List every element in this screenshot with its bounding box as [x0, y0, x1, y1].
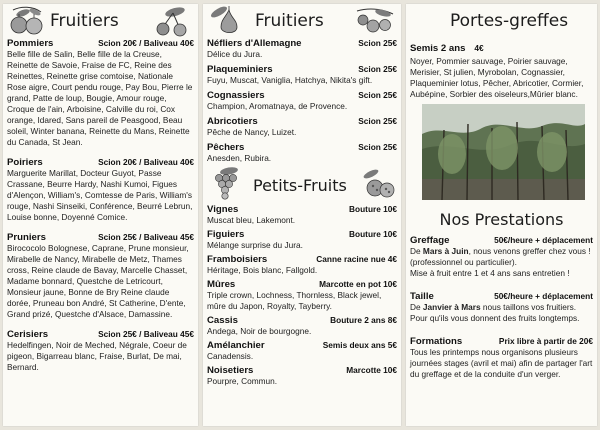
entry-name: Taille	[410, 291, 434, 302]
entry-description: Muscat bleu, Lakemont.	[207, 215, 296, 225]
entry-name: Greffage	[410, 235, 450, 246]
fruit-list	[3, 38, 198, 373]
fruit-entry	[207, 38, 397, 60]
pear-icon	[207, 4, 245, 38]
entry-description: Triple crown, Lochness, Thornless, Black jewel, mûre du Japon, Royalty, Tayberry.	[207, 290, 382, 311]
petits-fruits-list	[203, 204, 401, 387]
entry-description: Héritage, Bois blanc, Fallgold.	[207, 265, 318, 275]
grapes-icon	[207, 166, 243, 204]
entry-name: Pruniers	[7, 232, 46, 243]
entry-price: Bouture 2 ans 8€	[330, 315, 397, 325]
entry-description: Pourpre, Commun.	[207, 376, 278, 386]
panel-fruitiers-left	[3, 4, 198, 426]
entry-description: Andega, Noir de bourgogne.	[207, 326, 312, 336]
entry-price: 50€/heure + déplacement	[494, 291, 593, 301]
entry-description: Noyer, Pommier sauvage, Poirier sauvage, Merisier, St julien, Myrobolan, Cognassier, Plaqueminier lotus, Pêcher, Abricotier, Cormier, Aubépine, Sorbier des oiseleurs,Mûrier blanc.	[410, 56, 584, 99]
entry-price: Bouture 10€	[349, 229, 397, 239]
entry-price: 50€/heure + déplacement	[494, 235, 593, 245]
entry-description: Canadensis.	[207, 351, 254, 361]
entry-price: Scion 25€	[358, 142, 397, 152]
cherries-icon	[153, 5, 193, 37]
fruit-entry	[207, 365, 397, 387]
fruit-entry	[7, 329, 194, 373]
raspberries-icon	[361, 168, 397, 202]
entry-note: Pour qu'ils vous donnent des fruits longtemps.	[410, 313, 580, 323]
entry-price: Scion 25€	[358, 64, 397, 74]
entry-name: Poiriers	[7, 157, 43, 168]
service-taille	[410, 291, 593, 324]
entry-description: Anesden, Rubira.	[207, 153, 272, 163]
entry-description: Fuyu, Muscat, Vaniglia, Hatchya, Nikita's gift.	[207, 75, 373, 85]
fruit-entry	[207, 279, 397, 312]
entry-description: Champion, Aromatnaya, de Provence.	[207, 101, 348, 111]
fruit-entry	[207, 90, 397, 112]
entry-description: Hedelfingen, Noir de Meched, Négrale, Coeur de pigeon, Bigarreau blanc, Fraise, Burlat, De mai, Bernard.	[7, 340, 187, 372]
entry-name: Figuiers	[207, 229, 245, 240]
panel-portes-greffes	[406, 4, 597, 426]
entry-description: De Janvier à Mars nous taillons vos fruitiers.	[410, 302, 577, 312]
entry-price: Canne racine nue 4€	[316, 254, 397, 264]
entry-price: Bouture 10€	[349, 204, 397, 214]
fruit-entry	[7, 232, 194, 320]
entry-price: Scion 25€	[358, 90, 397, 100]
entry-name: Mûres	[207, 279, 236, 290]
orchard-photo	[422, 104, 585, 200]
entry-name: Noisetiers	[207, 365, 254, 376]
fruit-entry	[207, 229, 397, 251]
entry-name: Amélanchier	[207, 340, 265, 351]
entry-name: Cerisiers	[7, 329, 49, 340]
entry-name: Formations	[410, 336, 463, 347]
entry-description: Birococolo Bolognese, Caprane, Prune monsieur, Mirabelle de Nancy, Mirabelle de Metz, Thames cross, Reine claude de Bavay, Marcelle Chasset, Madame bonnard, Questche de Letricourt, Monsieur jaune, Bonne de Bry Reine claude dorée, Pruneau bon André, St Catherine, D'ente, Grand prizé, Questche d'Alsace, Damassine.	[7, 243, 189, 319]
fruit-entry	[207, 340, 397, 362]
entry-description: Pêche de Nancy, Luizet.	[207, 127, 297, 137]
entry-note: Mise à fruit entre 1 et 4 ans sans entretien !	[410, 268, 570, 278]
entry-price: Semis deux ans 5€	[322, 340, 397, 350]
entry-price: Scion 25€	[358, 38, 397, 48]
fruit-entry	[207, 204, 397, 226]
entry-description: Belle fille de Salin, Belle fille de la Creuse, Reinette de Savoie, Fraise de FC, Reine des Reinettes, Reinette grise comtoise, Nationale Rose aigre, Court pendu rouge, Pay Bou, Pierre le grand, Patte de loup, Bougie, Amour rouge, Croque de l'ain, Arboisine, Calville du roi, Cox orange, Idared, Sans pareil de Peasgood, Beau soleil, Winter banana, Reinette du Mans, Reinette du Canada, St Jean.	[7, 49, 193, 147]
entry-description: Marguerite Marillat, Docteur Guyot, Passe Crassane, Beurre Hardy, Nashi Kumoi, Figues d'Alençon, William's, Comtesse de Paris, William's rouge, Nashi Sinseiki, Conférence, Beurré Lebrun, Louise bonne, Doyenné Comice.	[7, 168, 193, 222]
entry-price: Scion 25€ / Baliveau 45€	[98, 232, 194, 242]
entry-price: 4€	[474, 43, 484, 53]
entry-price: Scion 20€ / Baliveau 40€	[98, 157, 194, 167]
plums-icon	[353, 6, 397, 36]
entry-name: Pommiers	[7, 38, 54, 49]
entry-description: Mélange surprise du Jura.	[207, 240, 303, 250]
entry-description: De Mars à Juin, nous venons greffer chez vous ! (professionnel ou particulier).	[410, 246, 591, 267]
entry-description: Tous les printemps nous organisons plusieurs journées stages (avril et mai) afin de partager l'art du greffage et de la conduite d'un verger.	[410, 347, 593, 379]
entry-name: Semis 2 ans	[410, 43, 466, 54]
entry-name: Cognassiers	[207, 90, 265, 101]
fruit-entry	[207, 254, 397, 276]
fruit-entry	[207, 116, 397, 138]
fruit-entry	[207, 64, 397, 86]
section-title-petits-fruits: Petits-Fruits	[253, 176, 347, 195]
panel-title: Fruitiers	[255, 11, 324, 31]
fruit-list	[203, 38, 401, 164]
section-title-prestations: Nos Prestations	[439, 210, 564, 229]
entry-name: Abricotiers	[207, 116, 258, 127]
service-greffage	[410, 235, 593, 279]
entry-price: Marcotte 10€	[346, 365, 397, 375]
panel-fruitiers-middle	[203, 4, 401, 426]
entry-name: Cassis	[207, 315, 238, 326]
entry-name: Pêchers	[207, 142, 245, 153]
fruit-entry	[207, 315, 397, 337]
entry-name: Framboisiers	[207, 254, 268, 265]
entry-price: Scion 25€	[358, 116, 397, 126]
entry-description: Délice du Jura.	[207, 49, 263, 59]
entry-price: Scion 20€ / Baliveau 40€	[98, 38, 194, 48]
panel-title: Portes-greffes	[450, 11, 569, 31]
entry-name: Néfliers d'Allemagne	[207, 38, 302, 49]
entry-price: Scion 25€ / Baliveau 45€	[98, 329, 194, 339]
fruit-entry	[7, 157, 194, 223]
fruit-entry	[207, 142, 397, 164]
rootstock-entry	[410, 38, 593, 100]
fruit-entry	[7, 38, 194, 148]
entry-price: Prix libre à partir de 20€	[498, 336, 593, 346]
service-formations	[410, 336, 593, 380]
panel-title: Fruitiers	[50, 11, 119, 31]
entry-name: Plaqueminiers	[207, 64, 273, 75]
apples-icon	[7, 6, 47, 36]
entry-price: Marcotte en pot 10€	[319, 279, 397, 289]
entry-name: Vignes	[207, 204, 239, 215]
